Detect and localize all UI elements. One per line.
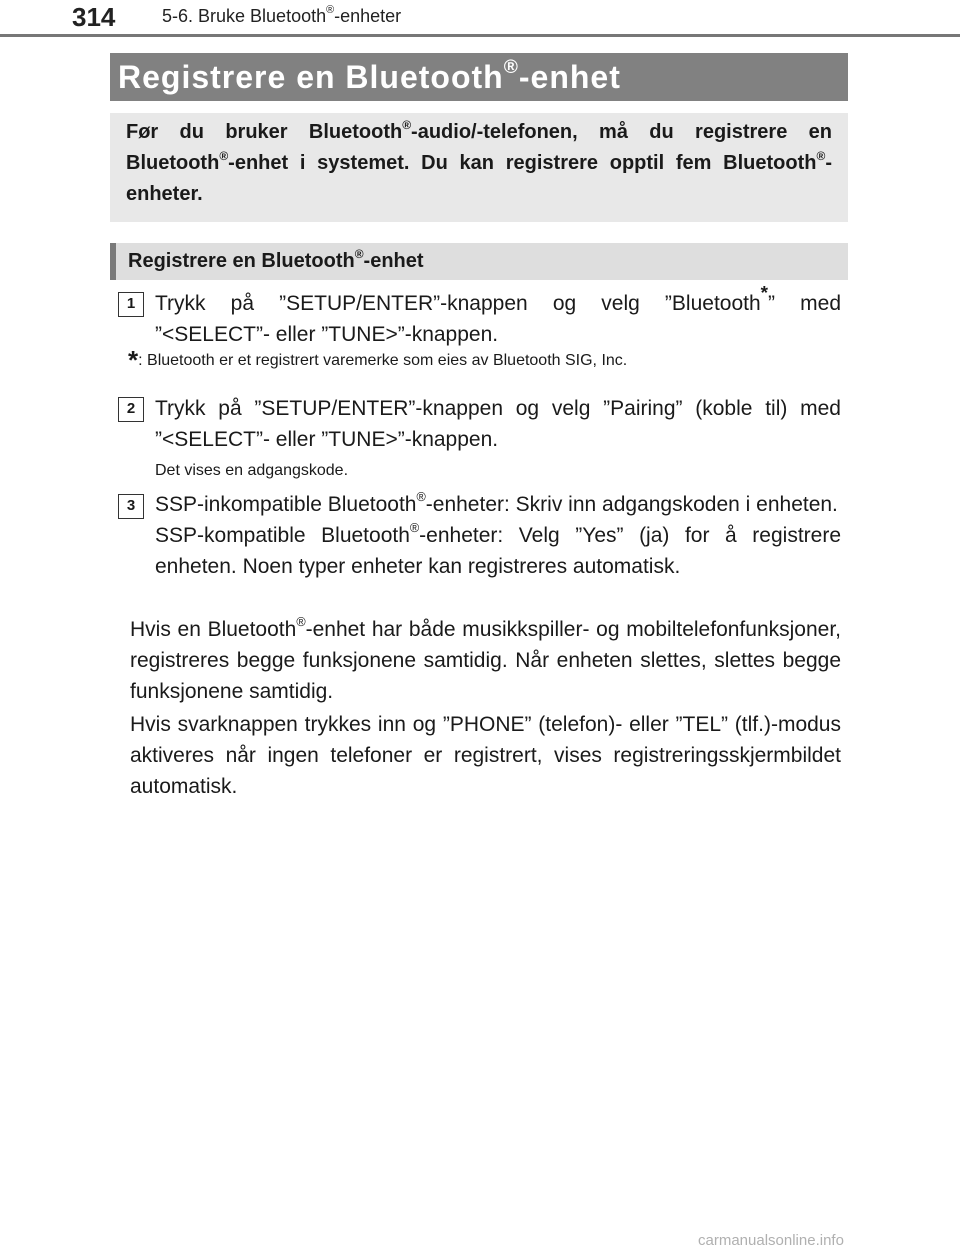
step-2-text: Trykk på ”SETUP/ENTER”-knappen og velg ”Pairing” (koble til) med ”<SELECT”- eller ”TUNE>”-knappen. — [155, 397, 841, 451]
subheading: Registrere en Bluetooth®-enhet — [128, 246, 424, 272]
header-rule — [0, 34, 960, 37]
footnote: *: Bluetooth er et registrert varemerke som eies av Bluetooth SIG, Inc. — [128, 345, 628, 375]
step-1-text: Trykk på ”SETUP/ENTER”-knappen og velg ”Bluetooth*” med ”<SELECT”- eller ”TUNE>”-knappen. — [155, 283, 841, 346]
page-header — [0, 0, 960, 40]
step-number-1: 1 — [118, 292, 144, 317]
page-number: 314 — [72, 2, 116, 32]
subheading-bar — [110, 243, 848, 280]
step-2-note: Det vises en adgangskode. — [155, 462, 349, 479]
step-number-3: 3 — [118, 494, 144, 519]
section-path: 5-6. Bruke Bluetooth®-enheter — [162, 4, 402, 26]
intro-box: Før du bruker Bluetooth®-audio/-telefonen, må du registrere en Bluetooth®-enhet i systemet. Du kan registrere opptil fem Bluetooth®-enheter. — [110, 113, 848, 222]
paragraph-2: Hvis svarknappen trykkes inn og ”PHONE” (telefon)- eller ”TEL” (tlf.)-modus aktiveres når ingen telefoner er registrert, vises registreringsskjermbildet automatisk. — [130, 713, 841, 798]
section-title: Registrere en Bluetooth®-enhet — [118, 57, 621, 95]
step-number-2: 2 — [118, 397, 144, 422]
paragraph-1: Hvis en Bluetooth®-enhet har både musikkspiller- og mobiltelefonfunksjoner, registreres begge funksjonene samtidig. Når enheten slettes, slettes begge funksjonene samtidig. — [130, 615, 841, 703]
section-title-bar — [110, 53, 848, 101]
step-3-text: SSP-inkompatible Bluetooth®-enheter: Skriv inn adgangskoden i enheten. SSP-kompatible Bluetooth®-enheter: Velg ”Yes” (ja) for å registrere enheten. Noen typer enheter kan registreres automatisk. — [155, 490, 842, 578]
watermark: carmanualsonline.info — [698, 1232, 844, 1249]
